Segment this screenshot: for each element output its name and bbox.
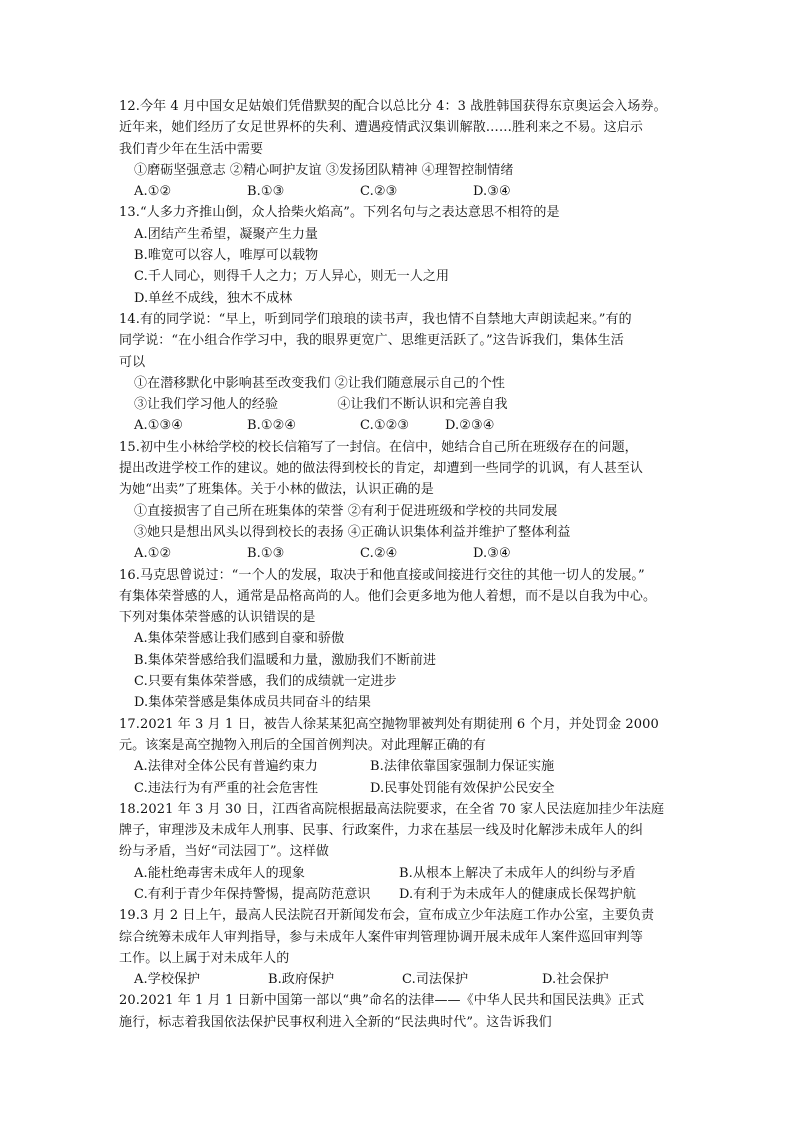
option-a: A.集体荣誉感让我们感到自豪和骄傲 bbox=[134, 631, 345, 647]
option-a: A.①③④ bbox=[134, 418, 183, 434]
option-c: C.①②③ bbox=[360, 418, 410, 434]
question-17 bbox=[119, 714, 679, 799]
option-a: A.①② bbox=[134, 184, 172, 200]
answer-options bbox=[119, 543, 679, 564]
question-stem: 工作。以上属于对未成年人的 bbox=[119, 950, 290, 966]
option-b: B.从根本上解决了未成年人的纠纷与矛盾 bbox=[399, 865, 636, 881]
option-b: B.①③ bbox=[247, 546, 285, 562]
question-18 bbox=[119, 799, 679, 905]
option-c: C.②④ bbox=[360, 546, 398, 562]
option-a: A.法律对全体公民有普遍约束力 bbox=[134, 759, 319, 775]
question-stem: 12.今年 4 月中国女足姑娘们凭借默契的配合以总比分 4：3 战胜韩国获得东京奥运会入场券。 bbox=[119, 99, 667, 114]
question-20 bbox=[119, 990, 679, 1033]
option-c: C.有利于青少年保持警惕，提高防范意识 bbox=[134, 886, 371, 902]
option-d: D.单丝不成线，独木不成林 bbox=[134, 290, 293, 306]
answer-options bbox=[119, 969, 679, 990]
option-c: C.②③ bbox=[360, 184, 398, 200]
question-stem: 综合统筹未成年人审判指导，参与未成年人案件审判管理协调开展未成年人案件巡回审判等 bbox=[119, 929, 644, 945]
question-items: ③她只是想出风头以得到校长的表扬 ④正确认识集体利益并维护了整体利益 bbox=[134, 524, 571, 540]
question-stem: 元。该案是高空抛物入刑后的全国首例判决。对此理解正确的有 bbox=[119, 737, 486, 753]
question-stem: 为她“出卖”了班集体。关于小林的做法，认识正确的是 bbox=[119, 482, 434, 498]
option-c: C.司法保护 bbox=[402, 972, 469, 988]
option-b: B.集体荣誉感给我们温暖和力量，激励我们不断前进 bbox=[134, 652, 437, 668]
question-stem: 13.“人多力齐推山倒，众人拾柴火焰高”。下列名句与之表达意思不相符的是 bbox=[119, 205, 560, 221]
question-stem: 有集体荣誉感的人，通常是品格高尚的人。他们会更多地为他人着想，而不是以自我为中心。 bbox=[119, 588, 657, 604]
question-stem: 同学说：“在小组合作学习中，我的眼界更宽广、思维更活跃了。”这告诉我们，集体生活 bbox=[119, 333, 624, 349]
option-b: B.①②④ bbox=[247, 418, 297, 434]
question-stem: 下列对集体荣誉感的认识错误的是 bbox=[119, 610, 316, 626]
question-stem: 牌子，审理涉及未成年人刑事、民事、行政案件，力求在基层一线及时化解涉未成年人的纠 bbox=[119, 823, 644, 839]
option-d: D.有利于为未成年人的健康成长保驾护航 bbox=[399, 886, 636, 902]
answer-options-row bbox=[119, 778, 679, 799]
option-d: D.民事处罚能有效保护公民安全 bbox=[370, 780, 555, 796]
question-15 bbox=[119, 437, 679, 565]
answer-options-row bbox=[119, 863, 679, 884]
option-b: B.唯宽可以容人，唯厚可以载物 bbox=[134, 248, 319, 264]
question-12 bbox=[119, 96, 679, 202]
question-stem: 可以 bbox=[119, 354, 146, 370]
option-c: C.只要有集体荣誉感，我们的成绩就一定进步 bbox=[134, 674, 397, 690]
question-stem: 纷与矛盾，当好“司法园丁”。这样做 bbox=[119, 844, 329, 860]
question-items: ①在潜移默化中影响甚至改变我们 ②让我们随意展示自己的个性 bbox=[134, 375, 506, 391]
question-stem: 提出改进学校工作的建议。她的做法得到校长的肯定，却遭到一些同学的讥讽，有人甚至认 bbox=[119, 461, 644, 477]
question-stem: 施行，标志着我国依法保护民事权利进入全新的“民法典时代”。这告诉我们 bbox=[119, 1014, 552, 1030]
option-a: A.①② bbox=[134, 546, 172, 562]
option-b: B.①③ bbox=[247, 184, 285, 200]
question-13 bbox=[119, 202, 679, 308]
answer-options bbox=[119, 181, 679, 202]
option-d: D.③④ bbox=[473, 184, 511, 200]
question-items: ①磨砺坚强意志 ②精心呵护友谊 ③发扬团队精神 ④理智控制情绪 bbox=[134, 162, 514, 178]
question-stem: 14.有的同学说：“早上，听到同学们琅琅的读书声，我也情不自禁地大声朗读起来。”有的 bbox=[119, 311, 632, 327]
option-d: D.社会保护 bbox=[542, 972, 609, 988]
question-14 bbox=[119, 309, 679, 437]
answer-options-row bbox=[119, 884, 679, 905]
answer-options-row bbox=[119, 756, 679, 777]
question-16 bbox=[119, 565, 679, 714]
question-stem: 18.2021 年 3 月 30 日，江西省高院根据最高法院要求，在全省 70 家人民法庭加挂少年法庭 bbox=[119, 801, 665, 817]
question-items: ①直接损害了自己所在班集体的荣誉 ②有利于促进班级和学校的共同发展 bbox=[134, 503, 558, 519]
exam-page bbox=[119, 96, 679, 1033]
question-stem: 近年来，她们经历了女足世界杯的失利、遭遇疫情武汉集训解散……胜利来之不易。这启示 bbox=[119, 120, 644, 136]
option-c: C.千人同心，则得千人之力；万人异心，则无一人之用 bbox=[134, 269, 450, 285]
option-a: A.团结产生希望，凝聚产生力量 bbox=[134, 226, 319, 242]
question-items: ③让我们学习他人的经验 ④让我们不断认识和完善自我 bbox=[134, 397, 508, 413]
question-19 bbox=[119, 905, 679, 990]
answer-options bbox=[119, 415, 679, 436]
option-a: A.学校保护 bbox=[134, 972, 201, 988]
option-d: D.③④ bbox=[473, 546, 511, 562]
option-c: C.违法行为有严重的社会危害性 bbox=[134, 780, 319, 796]
question-stem: 我们青少年在生活中需要 bbox=[119, 141, 264, 157]
question-stem: 17.2021 年 3 月 1 日，被告人徐某某犯高空抛物罪被判处有期徒刑 6 个月，并处罚金 2000 bbox=[119, 716, 659, 732]
question-stem: 15.初中生小林给学校的校长信箱写了一封信。在信中，她结合自己所在班级存在的问题， bbox=[119, 439, 638, 455]
question-stem: 16.马克思曾说过：“一个人的发展，取决于和他直接或间接进行交往的其他一切人的发展。” bbox=[119, 567, 645, 583]
option-d: D.集体荣誉感是集体成员共同奋斗的结果 bbox=[134, 695, 371, 711]
option-d: D.②③④ bbox=[445, 418, 495, 434]
question-stem: 20.2021 年 1 月 1 日新中国第一部以“典”命名的法律——《中华人民共和国民法典》正式 bbox=[119, 993, 645, 1009]
option-b: B.法律依靠国家强制力保证实施 bbox=[370, 759, 555, 775]
question-stem: 19.3 月 2 日上午，最高人民法院召开新闻发布会，宣布成立少年法庭工作办公室，主要负责 bbox=[119, 908, 655, 924]
option-a: A.能杜绝毒害未成年人的现象 bbox=[134, 865, 305, 881]
option-b: B.政府保护 bbox=[268, 972, 335, 988]
